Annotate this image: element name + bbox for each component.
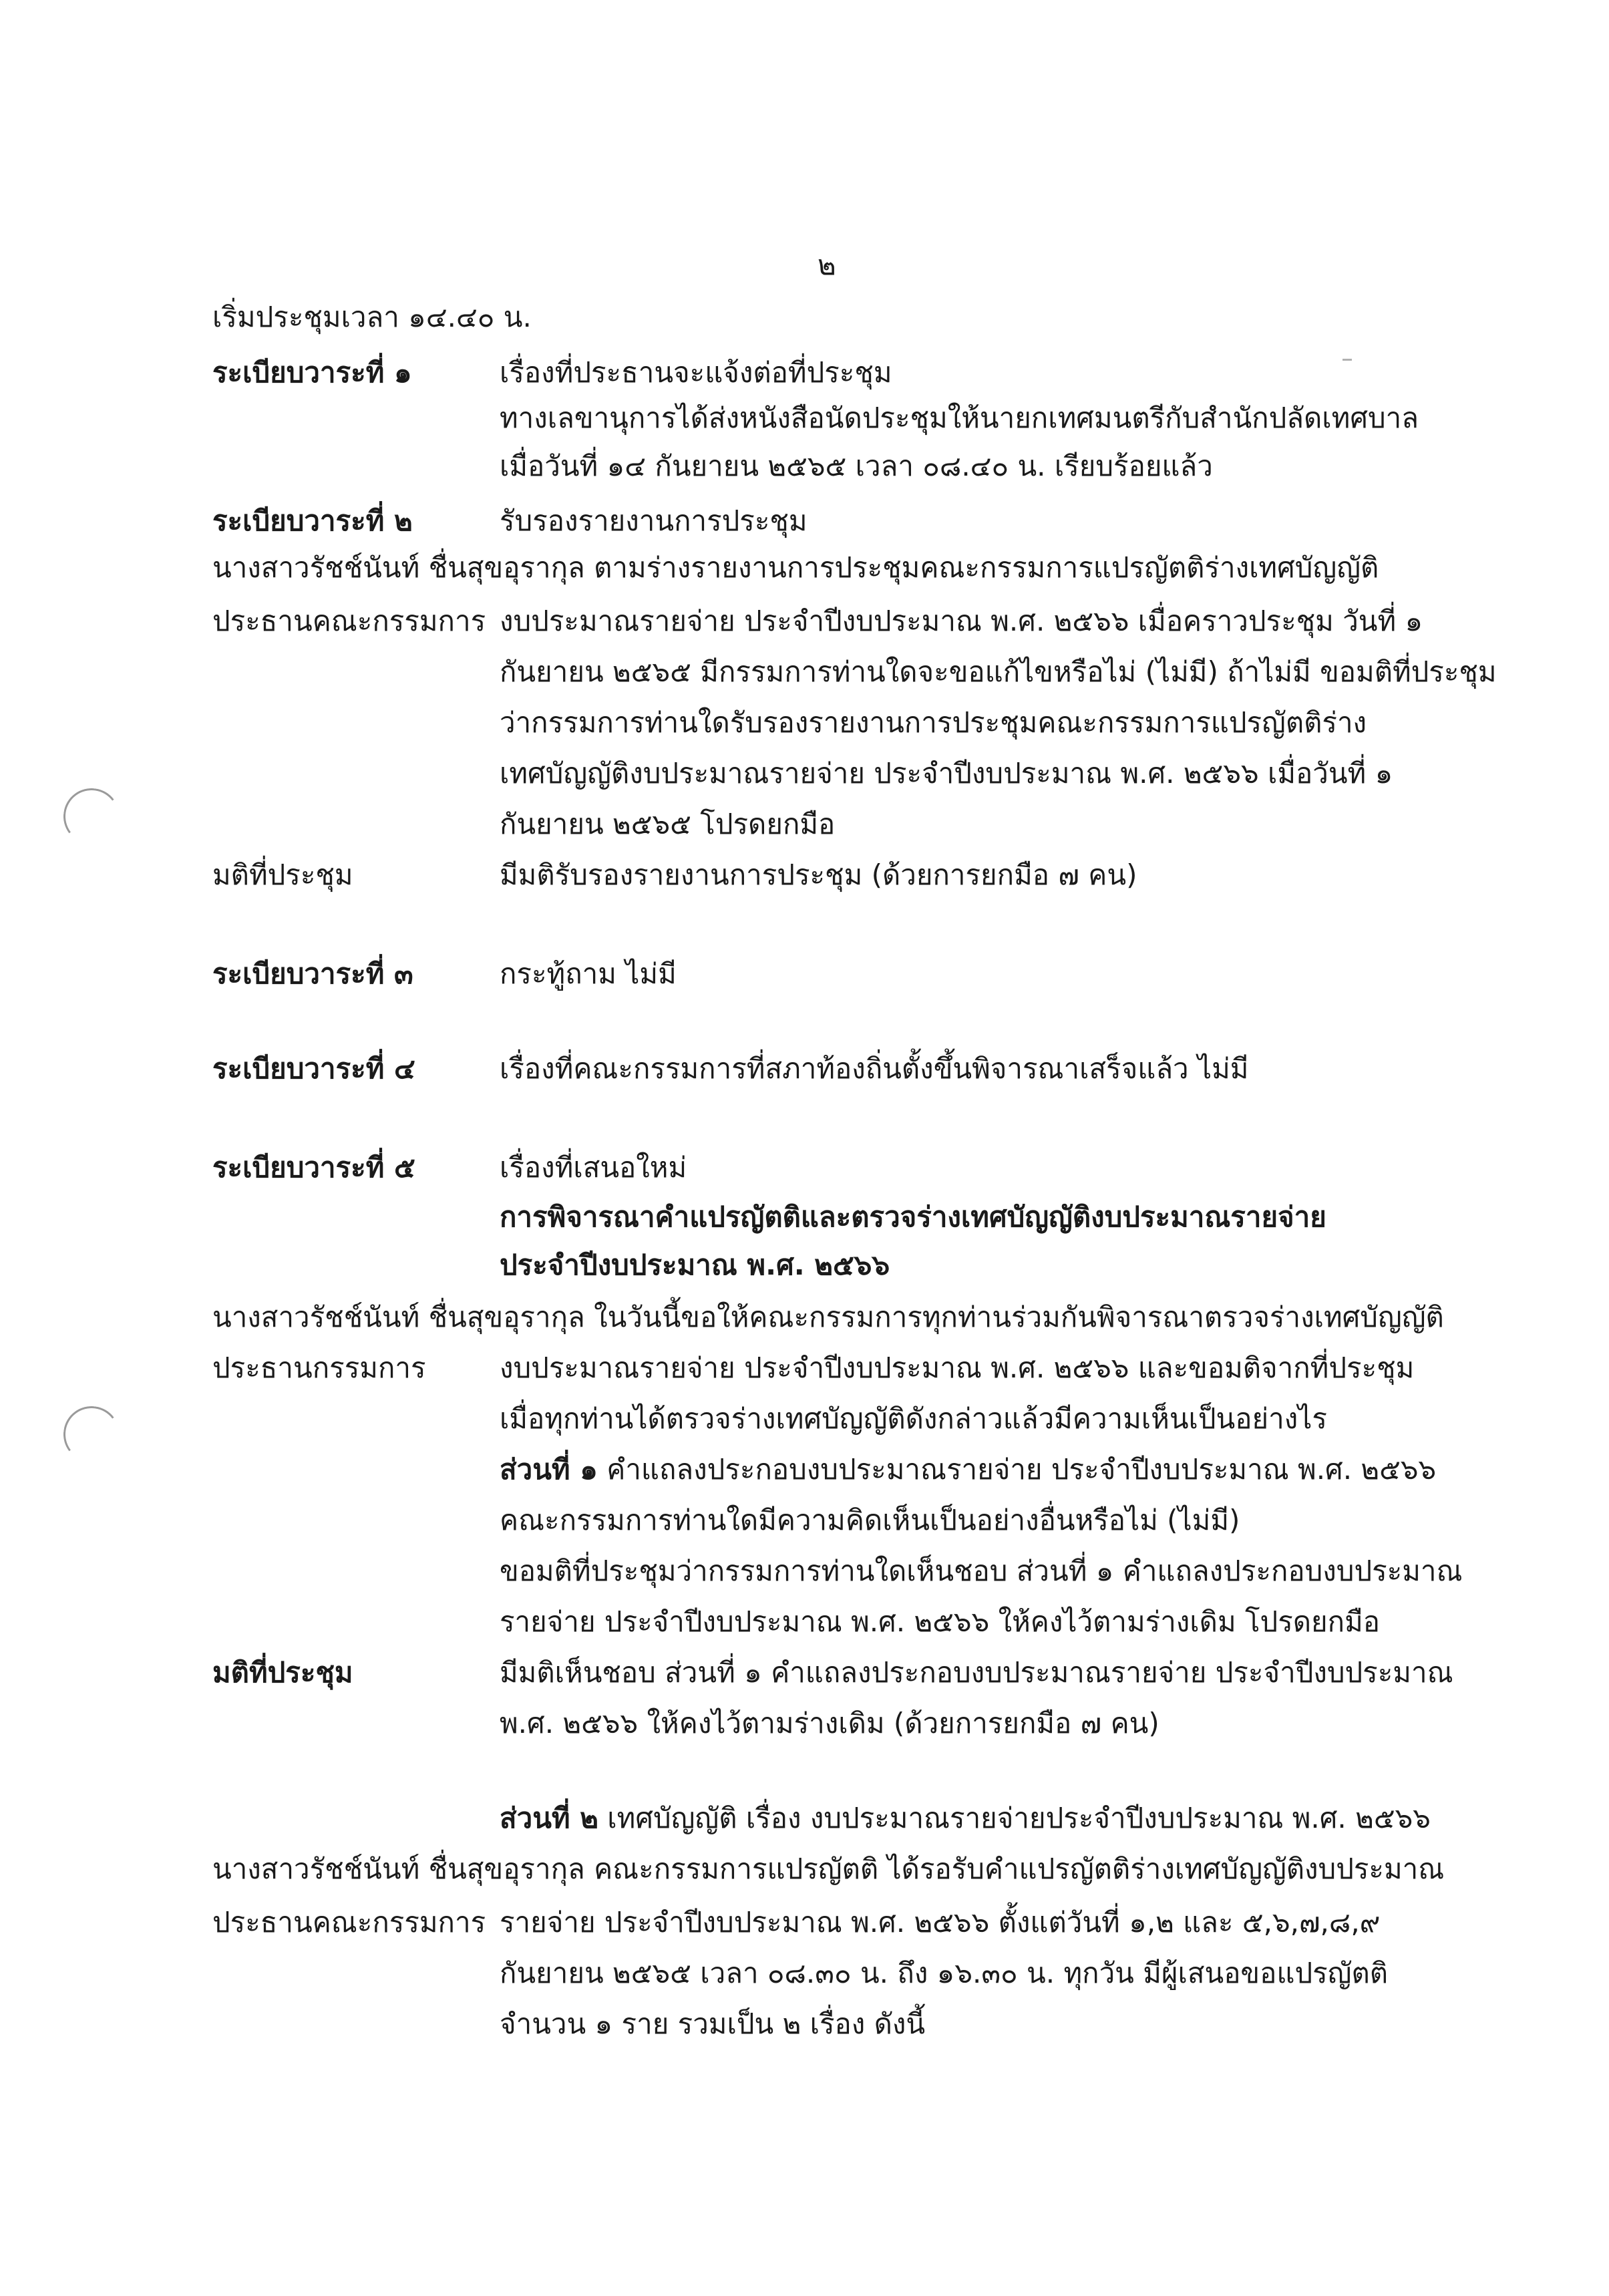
agenda-5-title: เรื่องที่เสนอใหม่ — [500, 1151, 687, 1184]
agenda-5-text-line: เมื่อทุกท่านได้ตรวจร่างเทศบัญญัติดังกล่าวแล้วมีความเห็นเป็นอย่างไร — [500, 1402, 1327, 1435]
agenda-5-speaker-line: นางสาวรัชช์นันท์ ชื่นสุขอุรากุล ในวันนี้ขอให้คณะกรรมการทุกท่านร่วมกันพิจารณาตรวจร่างเทศบัญญัติ — [212, 1301, 1444, 1333]
agenda-1-title: เรื่องที่ประธานจะแจ้งต่อที่ประชุม — [500, 356, 892, 389]
agenda-1-text-line: เมื่อวันที่ ๑๔ กันยายน ๒๕๖๕ เวลา ๐๘.๔๐ น. เรียบร้อยแล้ว — [500, 450, 1213, 482]
agenda-5-subtitle-line: การพิจารณาคำแปรญัตติและตรวจร่างเทศบัญญัติงบประมาณรายจ่าย — [500, 1200, 1326, 1233]
agenda-5-speaker-role: ประธานกรรมการ — [212, 1351, 426, 1384]
agenda-2-title: รับรองรายงานการประชุม — [500, 504, 808, 537]
part-2-text-line: รายจ่าย ประจำปีงบประมาณ พ.ศ. ๒๕๖๖ ตั้งแต่วันที่ ๑,๒ และ ๕,๖,๗,๘,๙ — [500, 1906, 1381, 1939]
part-1-title: คำแถลงประกอบงบประมาณรายจ่าย ประจำปีงบประมาณ พ.ศ. ๒๕๖๖ — [597, 1453, 1437, 1486]
punch-hole-mark — [60, 1403, 124, 1466]
part-2-heading — [500, 1798, 1431, 1838]
agenda-2-text-line: เทศบัญญัติงบประมาณรายจ่าย ประจำปีงบประมาณ พ.ศ. ๒๕๖๖ เมื่อวันที่ ๑ — [500, 757, 1393, 790]
part-2-title: เทศบัญญัติ เรื่อง งบประมาณรายจ่ายประจำปีงบประมาณ พ.ศ. ๒๕๖๖ — [598, 1802, 1431, 1834]
agenda-2-resolution-label: มติที่ประชุม — [212, 858, 353, 891]
agenda-1-label: ระเบียบวาระที่ ๑ — [212, 356, 412, 389]
agenda-3-label: ระเบียบวาระที่ ๓ — [212, 957, 413, 990]
agenda-1-text-line: ทางเลขานุการได้ส่งหนังสือนัดประชุมให้นายกเทศมนตรีกับสำนักปลัดเทศบาล — [500, 401, 1419, 434]
agenda-2-speaker-role: ประธานคณะกรรมการ — [212, 605, 486, 637]
part-1-label: ส่วนที่ ๑ — [500, 1453, 598, 1486]
part-1-heading — [500, 1450, 1436, 1490]
agenda-2-text-line: กันยายน ๒๕๖๕ มีกรรมการท่านใดจะขอแก้ไขหรือไม่ (ไม่มี) ถ้าไม่มี ขอมติที่ประชุม — [500, 655, 1497, 688]
meeting-start-time: เริ่มประชุมเวลา ๑๔.๔๐ น. — [212, 301, 532, 333]
scan-mark — [1343, 359, 1352, 361]
agenda-2-text-line: กันยายน ๒๕๖๕ โปรดยกมือ — [500, 808, 836, 840]
agenda-4-label: ระเบียบวาระที่ ๔ — [212, 1052, 415, 1085]
agenda-2-speaker-line: นางสาวรัชช์นันท์ ชื่นสุขอุรากุล ตามร่างรายงานการประชุมคณะกรรมการแปรญัตติร่างเทศบัญญัติ — [212, 551, 1379, 584]
agenda-5-label: ระเบียบวาระที่ ๕ — [212, 1151, 415, 1184]
agenda-3-text: กระทู้ถาม ไม่มี — [500, 957, 677, 990]
agenda-5-resolution-line: มีมติเห็นชอบ ส่วนที่ ๑ คำแถลงประกอบงบประมาณรายจ่าย ประจำปีงบประมาณ — [500, 1656, 1453, 1689]
part-2-speaker-line: นางสาวรัชช์นันท์ ชื่นสุขอุรากุล คณะกรรมการแปรญัตติ ได้รอรับคำแปรญัตติร่างเทศบัญญัติงบประมาณ — [212, 1852, 1445, 1885]
part-2-text-line: จำนวน ๑ ราย รวมเป็น ๒ เรื่อง ดังนี้ — [500, 2007, 926, 2040]
agenda-5-resolution-line: พ.ศ. ๒๕๖๖ ให้คงไว้ตามร่างเดิม (ด้วยการยกมือ ๗ คน) — [500, 1707, 1159, 1740]
page-number: ๒ — [818, 249, 836, 281]
agenda-2-resolution: มีมติรับรองรายงานการประชุม (ด้วยการยกมือ ๗ คน) — [500, 858, 1137, 891]
agenda-2-label: ระเบียบวาระที่ ๒ — [212, 504, 413, 537]
part-2-text-line: กันยายน ๒๕๖๕ เวลา ๐๘.๓๐ น. ถึง ๑๖.๓๐ น. ทุกวัน มีผู้เสนอขอแปรญัตติ — [500, 1957, 1388, 1989]
agenda-5-subtitle-line: ประจำปีงบประมาณ พ.ศ. ๒๕๖๖ — [500, 1249, 890, 1281]
agenda-2-text-line: งบประมาณรายจ่าย ประจำปีงบประมาณ พ.ศ. ๒๕๖๖ เมื่อคราวประชุม วันที่ ๑ — [500, 605, 1423, 637]
part-1-text-line: คณะกรรมการท่านใดมีความคิดเห็นเป็นอย่างอื่นหรือไม่ (ไม่มี) — [500, 1504, 1240, 1536]
agenda-2-text-line: ว่ากรรมการท่านใดรับรองรายงานการประชุมคณะกรรมการแปรญัตติร่าง — [500, 706, 1367, 739]
agenda-5-resolution-label: มติที่ประชุม — [212, 1656, 353, 1689]
agenda-4-text: เรื่องที่คณะกรรมการที่สภาท้องถิ่นตั้งขึ้นพิจารณาเสร็จแล้ว ไม่มี — [500, 1052, 1249, 1085]
part-2-label: ส่วนที่ ๒ — [500, 1802, 598, 1834]
part-1-text-line: ขอมติที่ประชุมว่ากรรมการท่านใดเห็นชอบ ส่วนที่ ๑ คำแถลงประกอบงบประมาณ — [500, 1554, 1463, 1587]
part-1-text-line: รายจ่าย ประจำปีงบประมาณ พ.ศ. ๒๕๖๖ ให้คงไว้ตามร่างเดิม โปรดยกมือ — [500, 1605, 1380, 1638]
agenda-5-text-line: งบประมาณรายจ่าย ประจำปีงบประมาณ พ.ศ. ๒๕๖๖ และขอมติจากที่ประชุม — [500, 1351, 1415, 1384]
punch-hole-mark — [60, 785, 124, 848]
part-2-speaker-role: ประธานคณะกรรมการ — [212, 1906, 486, 1939]
